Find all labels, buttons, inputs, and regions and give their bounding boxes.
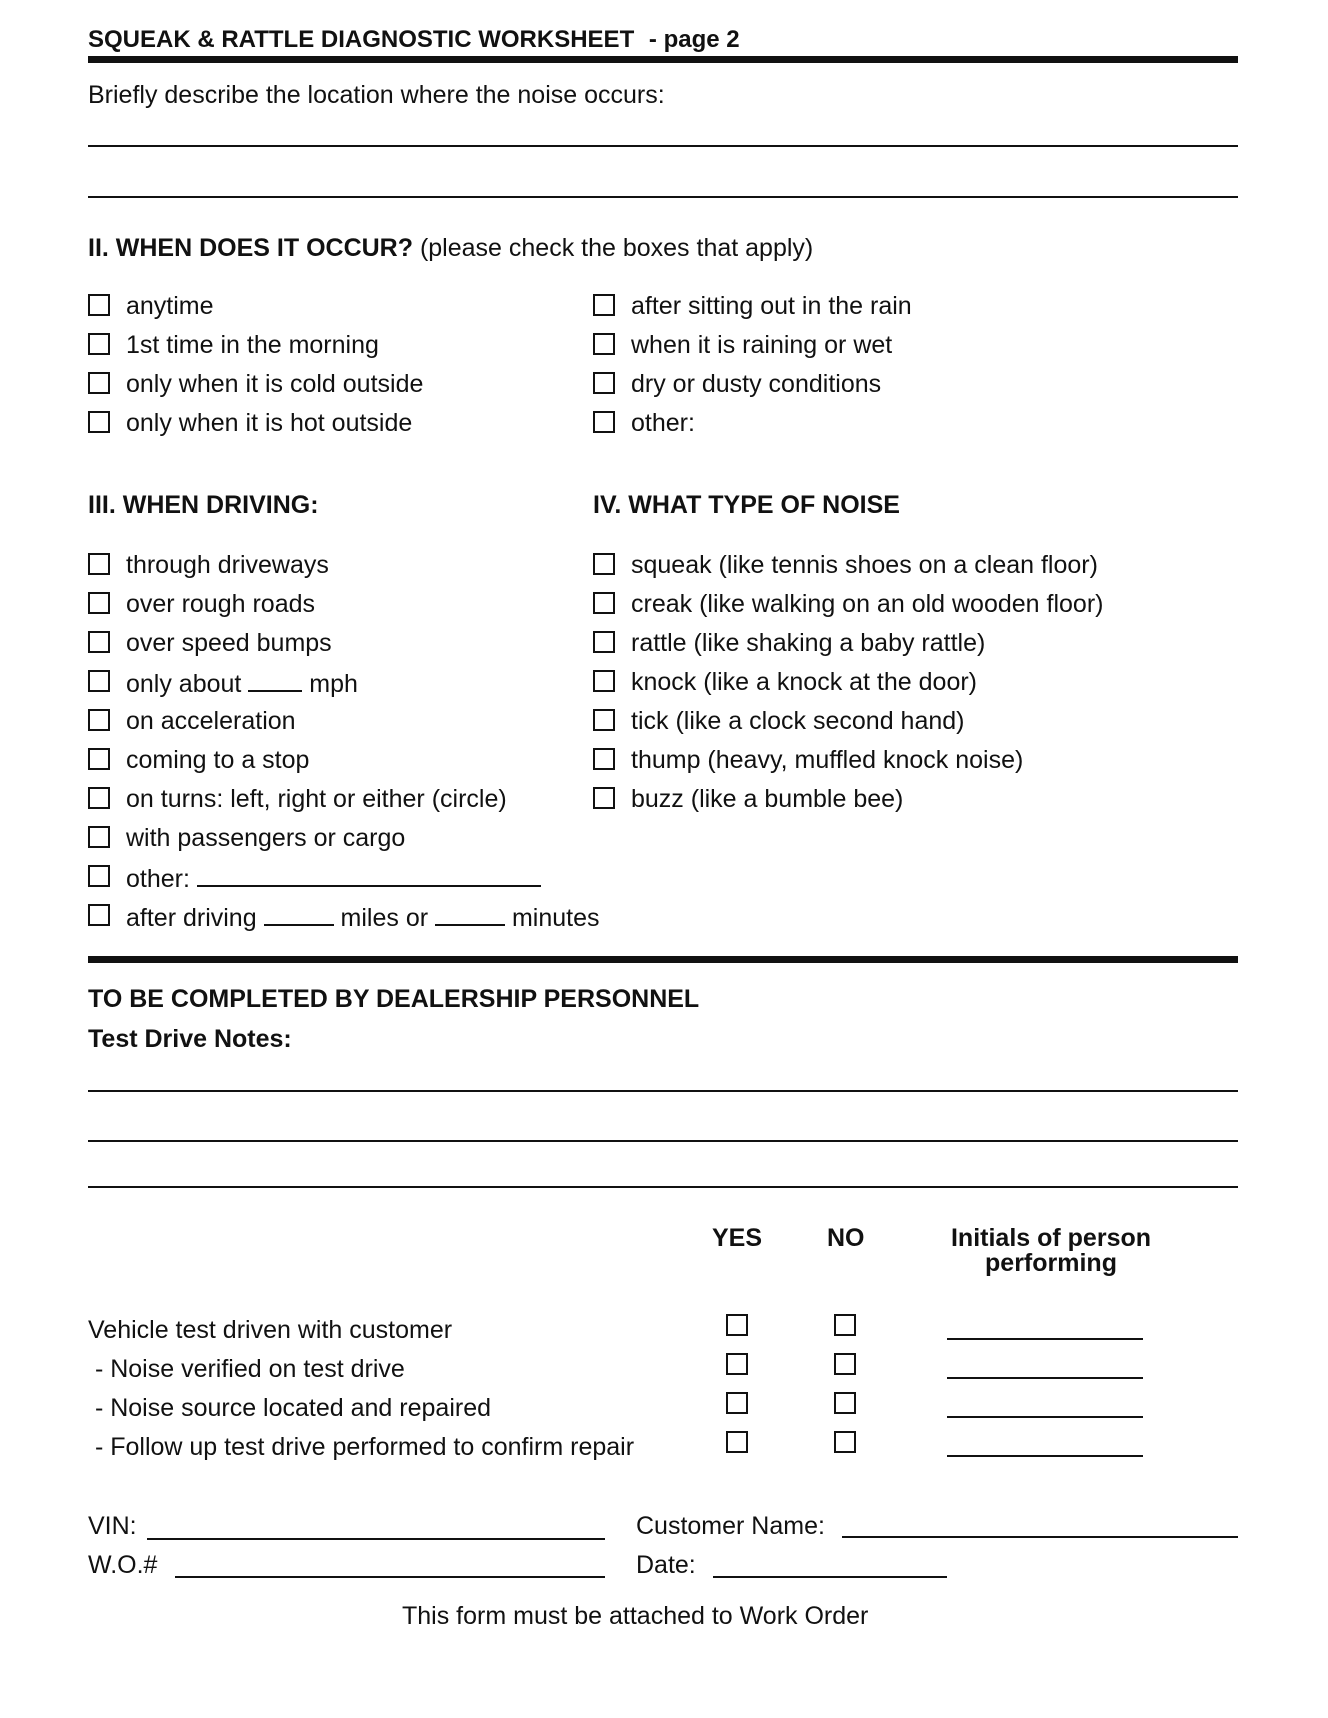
col-initials-header [946, 1226, 1156, 1276]
vin-label: VIN: [88, 1512, 137, 1540]
option-label: thump (heavy, muffled knock noise) [631, 746, 1024, 774]
option-label: anytime [126, 292, 214, 320]
option-label [126, 904, 600, 931]
checkbox[interactable] [88, 904, 110, 926]
option-label: knock (like a knock at the door) [631, 668, 977, 696]
date-field[interactable] [713, 1576, 947, 1578]
initials-header-line-2: performing [985, 1249, 1117, 1277]
initials-line-test-driven[interactable] [947, 1338, 1143, 1340]
option-label: creak (like walking on an old wooden floor) [631, 590, 1104, 618]
checkbox[interactable] [88, 553, 110, 575]
checkbox[interactable] [593, 748, 615, 770]
checkbox[interactable] [88, 670, 110, 692]
checkbox[interactable] [88, 333, 110, 355]
checkbox[interactable] [593, 592, 615, 614]
page-title [88, 28, 740, 52]
checkbox[interactable] [88, 826, 110, 848]
option-label: only when it is hot outside [126, 409, 413, 437]
option-label: over speed bumps [126, 629, 332, 657]
checkbox[interactable] [88, 748, 110, 770]
option-label: over rough roads [126, 590, 316, 618]
option-label [126, 865, 541, 892]
option-label: after sitting out in the rain [631, 292, 912, 320]
location-line-1[interactable] [88, 145, 1238, 147]
initials-line-noise-repaired[interactable] [947, 1416, 1143, 1418]
footer-note: This form must be attached to Work Order [402, 1602, 869, 1630]
initials-header-line-1: Initials of person [950, 1224, 1152, 1252]
page-number: - page 2 [648, 26, 740, 53]
location-line-2[interactable] [88, 196, 1238, 198]
checkbox[interactable] [88, 294, 110, 316]
header-rule [88, 56, 1238, 63]
initials-line-noise-verified[interactable] [947, 1377, 1143, 1379]
after-driving-text: after driving [126, 904, 257, 932]
yes-checkbox-noise-repaired[interactable] [726, 1392, 748, 1414]
checkbox[interactable] [593, 333, 615, 355]
wo-field[interactable] [175, 1576, 605, 1578]
notes-line-1[interactable] [88, 1090, 1238, 1092]
option-label: squeak (like tennis shoes on a clean floor) [631, 551, 1098, 579]
notes-line-2[interactable] [88, 1140, 1238, 1142]
row-label-noise-verified: - Noise verified on test drive [88, 1355, 405, 1383]
customer-name-field[interactable] [842, 1536, 1238, 1538]
checkbox[interactable] [593, 709, 615, 731]
miles-blank[interactable] [264, 904, 334, 926]
yes-checkbox-noise-verified[interactable] [726, 1353, 748, 1375]
minutes-blank[interactable] [435, 904, 505, 926]
option-label: rattle (like shaking a baby rattle) [631, 629, 986, 657]
yes-checkbox-test-driven[interactable] [726, 1314, 748, 1336]
customer-name-label: Customer Name: [636, 1512, 825, 1540]
option-label: on turns: left, right or either (circle) [126, 785, 507, 813]
location-prompt: Briefly describe the location where the noise occurs: [88, 81, 665, 109]
minutes-text: minutes [511, 904, 600, 932]
section-2-instructions: (please check the boxes that apply) [419, 234, 814, 262]
other-text: other: [126, 865, 190, 893]
col-no-header: NO [827, 1224, 865, 1252]
yes-checkbox-follow-up[interactable] [726, 1431, 748, 1453]
checkbox[interactable] [593, 670, 615, 692]
notes-line-3[interactable] [88, 1186, 1238, 1188]
checkbox[interactable] [593, 411, 615, 433]
checkbox[interactable] [593, 294, 615, 316]
option-label: 1st time in the morning [126, 331, 379, 359]
checkbox[interactable] [88, 372, 110, 394]
option-label: on acceleration [126, 707, 296, 735]
section-3-heading: III. WHEN DRIVING: [88, 491, 319, 519]
checkbox[interactable] [88, 787, 110, 809]
option-label: buzz (like a bumble bee) [631, 785, 904, 813]
row-label-test-driven: Vehicle test driven with customer [88, 1316, 453, 1344]
checkbox[interactable] [593, 372, 615, 394]
option-label: only when it is cold outside [126, 370, 424, 398]
no-checkbox-follow-up[interactable] [834, 1431, 856, 1453]
mph-unit: mph [309, 670, 358, 698]
checkbox[interactable] [593, 553, 615, 575]
checkbox[interactable] [593, 631, 615, 653]
col-yes-header: YES [712, 1224, 763, 1252]
checkbox[interactable] [593, 787, 615, 809]
vin-field[interactable] [147, 1538, 605, 1540]
section-2-heading [88, 236, 813, 261]
option-label: with passengers or cargo [126, 824, 406, 852]
section-4-heading: IV. WHAT TYPE OF NOISE [593, 491, 900, 519]
dealer-section-rule [88, 956, 1238, 963]
section-2-title: II. WHEN DOES IT OCCUR? [88, 234, 413, 262]
checkbox[interactable] [88, 411, 110, 433]
row-label-follow-up: - Follow up test drive performed to confirm repair [88, 1433, 635, 1461]
mph-blank[interactable] [248, 670, 302, 692]
option-label: tick (like a clock second hand) [631, 707, 965, 735]
only-about-text: only about [126, 670, 242, 698]
option-label: dry or dusty conditions [631, 370, 882, 398]
test-drive-notes-label: Test Drive Notes: [88, 1025, 292, 1053]
initials-line-follow-up[interactable] [947, 1455, 1143, 1457]
option-label: through driveways [126, 551, 329, 579]
option-label [126, 670, 358, 697]
option-label: other: [631, 409, 695, 437]
option-label: coming to a stop [126, 746, 310, 774]
dealer-heading: TO BE COMPLETED BY DEALERSHIP PERSONNEL [88, 985, 700, 1013]
other-driving-blank[interactable] [197, 865, 541, 887]
option-label: when it is raining or wet [631, 331, 893, 359]
worksheet-title: SQUEAK & RATTLE DIAGNOSTIC WORKSHEET [88, 26, 635, 53]
checkbox[interactable] [88, 592, 110, 614]
no-checkbox-test-driven[interactable] [834, 1314, 856, 1336]
no-checkbox-noise-repaired[interactable] [834, 1392, 856, 1414]
checkbox[interactable] [88, 865, 110, 887]
row-label-noise-repaired: - Noise source located and repaired [88, 1394, 492, 1422]
checkbox[interactable] [88, 631, 110, 653]
checkbox[interactable] [88, 709, 110, 731]
wo-label: W.O.# [88, 1551, 158, 1579]
date-label: Date: [636, 1551, 696, 1579]
no-checkbox-noise-verified[interactable] [834, 1353, 856, 1375]
miles-or-text: miles or [340, 904, 429, 932]
